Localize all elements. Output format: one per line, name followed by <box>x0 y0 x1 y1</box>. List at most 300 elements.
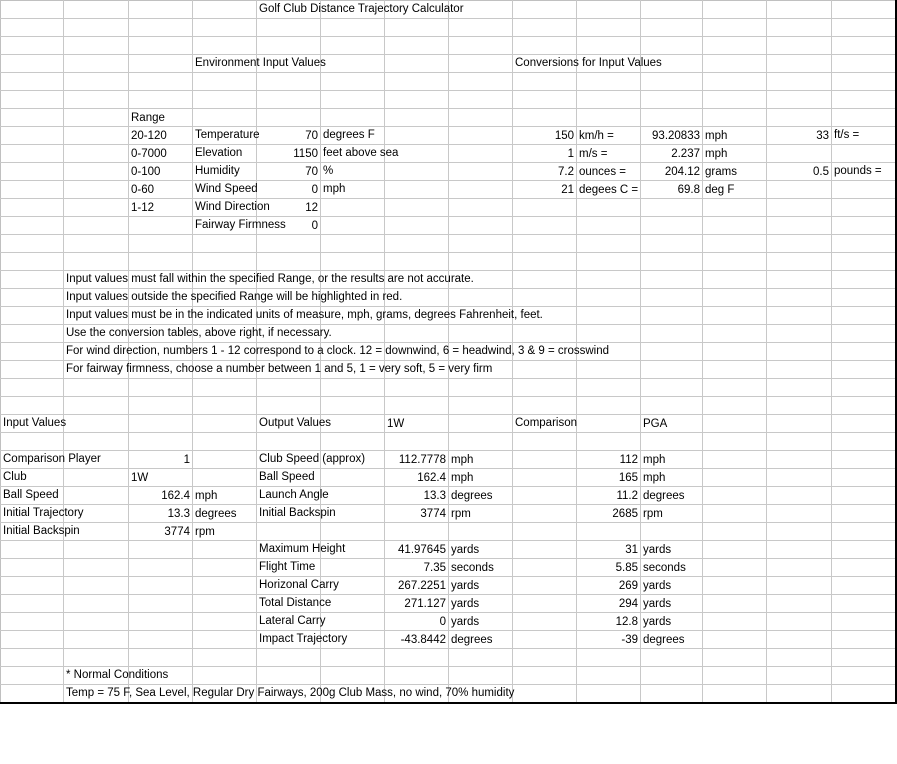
empty-cell[interactable] <box>1 55 64 73</box>
empty-cell[interactable] <box>767 685 832 704</box>
empty-cell[interactable] <box>832 415 896 433</box>
empty-cell[interactable] <box>832 523 896 541</box>
empty-cell[interactable] <box>449 217 513 235</box>
empty-cell[interactable] <box>129 379 193 397</box>
empty-cell[interactable] <box>832 145 896 163</box>
empty-cell[interactable] <box>64 487 129 505</box>
empty-cell[interactable] <box>577 271 641 289</box>
empty-cell[interactable] <box>767 631 832 649</box>
empty-cell[interactable] <box>513 19 577 37</box>
empty-cell[interactable] <box>513 685 577 704</box>
empty-cell[interactable] <box>129 613 193 631</box>
empty-cell[interactable] <box>513 271 577 289</box>
empty-cell[interactable] <box>703 523 767 541</box>
empty-cell[interactable] <box>832 91 896 109</box>
empty-cell[interactable] <box>257 523 321 541</box>
empty-cell[interactable] <box>513 361 577 379</box>
empty-cell[interactable] <box>513 595 577 613</box>
empty-cell[interactable] <box>1 613 64 631</box>
empty-cell[interactable] <box>321 397 385 415</box>
empty-cell[interactable] <box>703 253 767 271</box>
empty-cell[interactable] <box>577 649 641 667</box>
environment-value-input-0[interactable]: 70 <box>257 127 321 145</box>
empty-cell[interactable] <box>513 109 577 127</box>
empty-cell[interactable] <box>449 379 513 397</box>
empty-cell[interactable] <box>1 289 64 307</box>
empty-cell[interactable] <box>1 649 64 667</box>
empty-cell[interactable] <box>513 289 577 307</box>
empty-cell[interactable] <box>577 73 641 91</box>
empty-cell[interactable] <box>321 55 385 73</box>
empty-cell[interactable] <box>577 109 641 127</box>
empty-cell[interactable] <box>703 487 767 505</box>
empty-cell[interactable] <box>385 127 449 145</box>
empty-cell[interactable] <box>385 181 449 199</box>
environment-value-input-4[interactable]: 12 <box>257 199 321 217</box>
empty-cell[interactable] <box>64 631 129 649</box>
empty-cell[interactable] <box>577 199 641 217</box>
empty-cell[interactable] <box>641 91 703 109</box>
empty-cell[interactable] <box>703 361 767 379</box>
empty-cell[interactable] <box>257 253 321 271</box>
empty-cell[interactable] <box>129 397 193 415</box>
empty-cell[interactable] <box>64 109 129 127</box>
empty-cell[interactable] <box>449 163 513 181</box>
empty-cell[interactable] <box>513 37 577 55</box>
empty-cell[interactable] <box>64 379 129 397</box>
empty-cell[interactable] <box>577 379 641 397</box>
empty-cell[interactable] <box>385 649 449 667</box>
empty-cell[interactable] <box>321 73 385 91</box>
empty-cell[interactable] <box>513 469 577 487</box>
empty-cell[interactable] <box>832 19 896 37</box>
empty-cell[interactable] <box>64 217 129 235</box>
empty-cell[interactable] <box>385 109 449 127</box>
empty-cell[interactable] <box>513 235 577 253</box>
empty-cell[interactable] <box>64 91 129 109</box>
empty-cell[interactable] <box>767 181 832 199</box>
empty-cell[interactable] <box>577 397 641 415</box>
empty-cell[interactable] <box>767 433 832 451</box>
input-value-field-4[interactable]: 3774 <box>129 523 193 541</box>
empty-cell[interactable] <box>641 19 703 37</box>
empty-cell[interactable] <box>832 595 896 613</box>
empty-cell[interactable] <box>577 433 641 451</box>
empty-cell[interactable] <box>321 649 385 667</box>
empty-cell[interactable] <box>767 451 832 469</box>
empty-cell[interactable] <box>767 145 832 163</box>
empty-cell[interactable] <box>321 109 385 127</box>
empty-cell[interactable] <box>513 199 577 217</box>
empty-cell[interactable] <box>577 253 641 271</box>
empty-cell[interactable] <box>832 235 896 253</box>
empty-cell[interactable] <box>129 217 193 235</box>
empty-cell[interactable] <box>513 325 577 343</box>
empty-cell[interactable] <box>703 415 767 433</box>
empty-cell[interactable] <box>449 289 513 307</box>
empty-cell[interactable] <box>385 73 449 91</box>
empty-cell[interactable] <box>577 235 641 253</box>
empty-cell[interactable] <box>641 271 703 289</box>
empty-cell[interactable] <box>767 343 832 361</box>
empty-cell[interactable] <box>321 487 385 505</box>
empty-cell[interactable] <box>767 199 832 217</box>
empty-cell[interactable] <box>577 667 641 685</box>
empty-cell[interactable] <box>767 577 832 595</box>
empty-cell[interactable] <box>129 631 193 649</box>
empty-cell[interactable] <box>321 37 385 55</box>
conversion-extra-value-2[interactable]: 0.5 <box>767 163 832 181</box>
empty-cell[interactable] <box>449 55 513 73</box>
empty-cell[interactable] <box>1 577 64 595</box>
empty-cell[interactable] <box>1 235 64 253</box>
empty-cell[interactable] <box>832 667 896 685</box>
empty-cell[interactable] <box>832 649 896 667</box>
empty-cell[interactable] <box>767 397 832 415</box>
empty-cell[interactable] <box>832 433 896 451</box>
empty-cell[interactable] <box>64 433 129 451</box>
empty-cell[interactable] <box>193 19 257 37</box>
empty-cell[interactable] <box>832 109 896 127</box>
empty-cell[interactable] <box>129 649 193 667</box>
empty-cell[interactable] <box>64 127 129 145</box>
empty-cell[interactable] <box>703 505 767 523</box>
empty-cell[interactable] <box>385 667 449 685</box>
empty-cell[interactable] <box>767 415 832 433</box>
empty-cell[interactable] <box>832 1 896 19</box>
empty-cell[interactable] <box>449 415 513 433</box>
empty-cell[interactable] <box>767 469 832 487</box>
empty-cell[interactable] <box>767 55 832 73</box>
empty-cell[interactable] <box>321 469 385 487</box>
empty-cell[interactable] <box>385 37 449 55</box>
empty-cell[interactable] <box>193 433 257 451</box>
empty-cell[interactable] <box>321 19 385 37</box>
empty-cell[interactable] <box>385 19 449 37</box>
empty-cell[interactable] <box>832 451 896 469</box>
empty-cell[interactable] <box>832 73 896 91</box>
empty-cell[interactable] <box>703 559 767 577</box>
empty-cell[interactable] <box>513 667 577 685</box>
empty-cell[interactable] <box>1 199 64 217</box>
empty-cell[interactable] <box>703 325 767 343</box>
empty-cell[interactable] <box>832 487 896 505</box>
empty-cell[interactable] <box>577 361 641 379</box>
empty-cell[interactable] <box>64 595 129 613</box>
empty-cell[interactable] <box>767 361 832 379</box>
empty-cell[interactable] <box>641 73 703 91</box>
empty-cell[interactable] <box>641 199 703 217</box>
empty-cell[interactable] <box>513 73 577 91</box>
empty-cell[interactable] <box>832 307 896 325</box>
empty-cell[interactable] <box>513 451 577 469</box>
empty-cell[interactable] <box>385 325 449 343</box>
empty-cell[interactable] <box>1 271 64 289</box>
empty-cell[interactable] <box>1 91 64 109</box>
empty-cell[interactable] <box>832 37 896 55</box>
empty-cell[interactable] <box>193 541 257 559</box>
empty-cell[interactable] <box>577 325 641 343</box>
empty-cell[interactable] <box>385 217 449 235</box>
empty-cell[interactable] <box>193 109 257 127</box>
empty-cell[interactable] <box>703 73 767 91</box>
empty-cell[interactable] <box>1 397 64 415</box>
empty-cell[interactable] <box>513 577 577 595</box>
empty-cell[interactable] <box>193 235 257 253</box>
conversion-input-value-2[interactable]: 7.2 <box>513 163 577 181</box>
empty-cell[interactable] <box>449 181 513 199</box>
empty-cell[interactable] <box>129 595 193 613</box>
empty-cell[interactable] <box>64 649 129 667</box>
empty-cell[interactable] <box>767 217 832 235</box>
empty-cell[interactable] <box>321 523 385 541</box>
empty-cell[interactable] <box>1 1 64 19</box>
empty-cell[interactable] <box>832 361 896 379</box>
empty-cell[interactable] <box>321 433 385 451</box>
empty-cell[interactable] <box>767 325 832 343</box>
empty-cell[interactable] <box>703 199 767 217</box>
conversion-input-value-0[interactable]: 150 <box>513 127 577 145</box>
empty-cell[interactable] <box>449 667 513 685</box>
empty-cell[interactable] <box>767 271 832 289</box>
empty-cell[interactable] <box>1 361 64 379</box>
empty-cell[interactable] <box>641 109 703 127</box>
empty-cell[interactable] <box>321 91 385 109</box>
empty-cell[interactable] <box>64 235 129 253</box>
empty-cell[interactable] <box>257 91 321 109</box>
empty-cell[interactable] <box>321 235 385 253</box>
empty-cell[interactable] <box>64 397 129 415</box>
empty-cell[interactable] <box>1 325 64 343</box>
empty-cell[interactable] <box>703 649 767 667</box>
empty-cell[interactable] <box>449 73 513 91</box>
empty-cell[interactable] <box>767 289 832 307</box>
empty-cell[interactable] <box>641 379 703 397</box>
empty-cell[interactable] <box>129 433 193 451</box>
empty-cell[interactable] <box>257 37 321 55</box>
empty-cell[interactable] <box>703 433 767 451</box>
empty-cell[interactable] <box>385 235 449 253</box>
empty-cell[interactable] <box>641 685 703 704</box>
empty-cell[interactable] <box>641 325 703 343</box>
empty-cell[interactable] <box>129 1 193 19</box>
empty-cell[interactable] <box>64 613 129 631</box>
empty-cell[interactable] <box>641 361 703 379</box>
empty-cell[interactable] <box>193 379 257 397</box>
environment-value-input-2[interactable]: 70 <box>257 163 321 181</box>
empty-cell[interactable] <box>703 19 767 37</box>
empty-cell[interactable] <box>703 631 767 649</box>
empty-cell[interactable] <box>703 577 767 595</box>
empty-cell[interactable] <box>703 379 767 397</box>
empty-cell[interactable] <box>577 91 641 109</box>
empty-cell[interactable] <box>129 541 193 559</box>
empty-cell[interactable] <box>513 217 577 235</box>
empty-cell[interactable] <box>577 19 641 37</box>
empty-cell[interactable] <box>767 37 832 55</box>
empty-cell[interactable] <box>321 199 385 217</box>
empty-cell[interactable] <box>193 649 257 667</box>
empty-cell[interactable] <box>703 235 767 253</box>
empty-cell[interactable] <box>767 559 832 577</box>
empty-cell[interactable] <box>64 73 129 91</box>
empty-cell[interactable] <box>513 523 577 541</box>
empty-cell[interactable] <box>193 37 257 55</box>
empty-cell[interactable] <box>767 649 832 667</box>
empty-cell[interactable] <box>64 19 129 37</box>
empty-cell[interactable] <box>767 109 832 127</box>
empty-cell[interactable] <box>577 289 641 307</box>
empty-cell[interactable] <box>513 541 577 559</box>
empty-cell[interactable] <box>64 55 129 73</box>
empty-cell[interactable] <box>1 307 64 325</box>
empty-cell[interactable] <box>767 91 832 109</box>
empty-cell[interactable] <box>513 487 577 505</box>
empty-cell[interactable] <box>193 397 257 415</box>
empty-cell[interactable] <box>449 19 513 37</box>
empty-cell[interactable] <box>767 667 832 685</box>
empty-cell[interactable] <box>577 523 641 541</box>
empty-cell[interactable] <box>767 19 832 37</box>
empty-cell[interactable] <box>832 613 896 631</box>
empty-cell[interactable] <box>832 325 896 343</box>
empty-cell[interactable] <box>385 199 449 217</box>
empty-cell[interactable] <box>64 181 129 199</box>
empty-cell[interactable] <box>641 433 703 451</box>
empty-cell[interactable] <box>513 649 577 667</box>
empty-cell[interactable] <box>513 253 577 271</box>
empty-cell[interactable] <box>129 415 193 433</box>
empty-cell[interactable] <box>257 19 321 37</box>
empty-cell[interactable] <box>385 163 449 181</box>
empty-cell[interactable] <box>767 487 832 505</box>
empty-cell[interactable] <box>385 379 449 397</box>
empty-cell[interactable] <box>767 523 832 541</box>
empty-cell[interactable] <box>129 559 193 577</box>
empty-cell[interactable] <box>385 91 449 109</box>
empty-cell[interactable] <box>449 253 513 271</box>
empty-cell[interactable] <box>193 667 257 685</box>
empty-cell[interactable] <box>703 289 767 307</box>
empty-cell[interactable] <box>832 271 896 289</box>
empty-cell[interactable] <box>703 397 767 415</box>
empty-cell[interactable] <box>321 613 385 631</box>
empty-cell[interactable] <box>513 613 577 631</box>
empty-cell[interactable] <box>703 271 767 289</box>
empty-cell[interactable] <box>1 343 64 361</box>
empty-cell[interactable] <box>193 469 257 487</box>
empty-cell[interactable] <box>767 307 832 325</box>
empty-cell[interactable] <box>703 343 767 361</box>
empty-cell[interactable] <box>193 253 257 271</box>
empty-cell[interactable] <box>257 649 321 667</box>
empty-cell[interactable] <box>641 253 703 271</box>
empty-cell[interactable] <box>832 343 896 361</box>
empty-cell[interactable] <box>193 451 257 469</box>
empty-cell[interactable] <box>767 73 832 91</box>
empty-cell[interactable] <box>641 1 703 19</box>
empty-cell[interactable] <box>64 415 129 433</box>
empty-cell[interactable] <box>64 577 129 595</box>
empty-cell[interactable] <box>513 631 577 649</box>
empty-cell[interactable] <box>513 559 577 577</box>
empty-cell[interactable] <box>449 127 513 145</box>
empty-cell[interactable] <box>513 397 577 415</box>
empty-cell[interactable] <box>1 19 64 37</box>
empty-cell[interactable] <box>703 217 767 235</box>
empty-cell[interactable] <box>257 235 321 253</box>
empty-cell[interactable] <box>64 1 129 19</box>
empty-cell[interactable] <box>641 343 703 361</box>
empty-cell[interactable] <box>449 397 513 415</box>
empty-cell[interactable] <box>193 73 257 91</box>
conversion-extra-value-0[interactable]: 33 <box>767 127 832 145</box>
empty-cell[interactable] <box>129 91 193 109</box>
empty-cell[interactable] <box>257 397 321 415</box>
empty-cell[interactable] <box>703 685 767 704</box>
empty-cell[interactable] <box>449 325 513 343</box>
environment-value-input-1[interactable]: 1150 <box>257 145 321 163</box>
empty-cell[interactable] <box>64 145 129 163</box>
empty-cell[interactable] <box>767 1 832 19</box>
empty-cell[interactable] <box>767 613 832 631</box>
empty-cell[interactable] <box>832 379 896 397</box>
empty-cell[interactable] <box>577 685 641 704</box>
empty-cell[interactable] <box>641 667 703 685</box>
empty-cell[interactable] <box>767 505 832 523</box>
empty-cell[interactable] <box>703 307 767 325</box>
empty-cell[interactable] <box>832 253 896 271</box>
empty-cell[interactable] <box>321 667 385 685</box>
empty-cell[interactable] <box>832 577 896 595</box>
empty-cell[interactable] <box>1 217 64 235</box>
empty-cell[interactable] <box>577 307 641 325</box>
empty-cell[interactable] <box>641 235 703 253</box>
empty-cell[interactable] <box>129 37 193 55</box>
empty-cell[interactable] <box>1 433 64 451</box>
input-value-field-3[interactable]: 13.3 <box>129 505 193 523</box>
empty-cell[interactable] <box>321 379 385 397</box>
empty-cell[interactable] <box>193 91 257 109</box>
empty-cell[interactable] <box>257 433 321 451</box>
empty-cell[interactable] <box>703 451 767 469</box>
empty-cell[interactable] <box>1 559 64 577</box>
empty-cell[interactable] <box>321 253 385 271</box>
empty-cell[interactable] <box>64 199 129 217</box>
empty-cell[interactable] <box>193 631 257 649</box>
empty-cell[interactable] <box>64 253 129 271</box>
empty-cell[interactable] <box>703 541 767 559</box>
empty-cell[interactable] <box>1 181 64 199</box>
input-value-field-2[interactable]: 162.4 <box>129 487 193 505</box>
empty-cell[interactable] <box>129 235 193 253</box>
empty-cell[interactable] <box>193 595 257 613</box>
environment-value-input-5[interactable]: 0 <box>257 217 321 235</box>
empty-cell[interactable] <box>257 73 321 91</box>
empty-cell[interactable] <box>832 199 896 217</box>
empty-cell[interactable] <box>767 253 832 271</box>
empty-cell[interactable] <box>1 73 64 91</box>
empty-cell[interactable] <box>1 163 64 181</box>
empty-cell[interactable] <box>703 109 767 127</box>
empty-cell[interactable] <box>449 91 513 109</box>
empty-cell[interactable] <box>832 55 896 73</box>
empty-cell[interactable] <box>1 541 64 559</box>
empty-cell[interactable] <box>641 307 703 325</box>
empty-cell[interactable] <box>832 217 896 235</box>
empty-cell[interactable] <box>641 397 703 415</box>
empty-cell[interactable] <box>64 559 129 577</box>
